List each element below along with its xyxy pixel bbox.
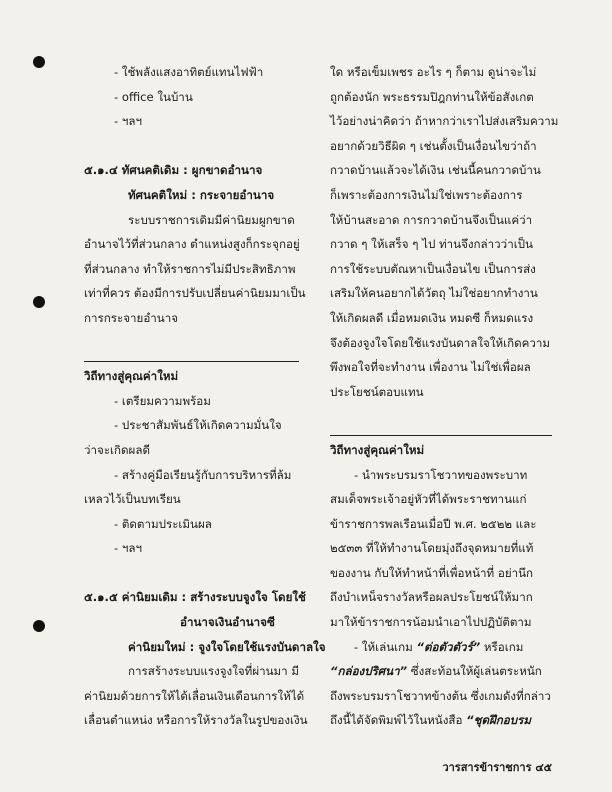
bullet-3: - ฯลฯ xyxy=(114,114,142,129)
section-515-heading: ๕.๑.๕ ค่านิยมเดิม : สร้างระบบจูงใจ โดยใช้ xyxy=(84,590,306,605)
binder-hole-1 xyxy=(33,56,45,68)
way1-item: ว่าจะเกิดผลดี xyxy=(84,442,150,457)
paragraph-line: ค่านิยมด้วยการให้ได้เลื่อนเงินเดือนการให้ได้ xyxy=(84,688,305,703)
book-title: “ชุดฝึกอบรม xyxy=(466,713,531,728)
way2-line: ถึงพระบรมราโชวาทข้างต้น ซึ่งเกมดังที่กล่าว xyxy=(330,688,551,703)
paragraph-line: ถูกต้องนัก พระธรรมปิฎกท่านให้ข้อสังเกต xyxy=(330,89,534,104)
way2-book-lead: ถึงนี้ได้จัดพิมพ์ไว้ในหนังสือ xyxy=(330,713,463,728)
way1-heading: วิถีทางสู่คุณค่าใหม่ xyxy=(84,369,179,384)
paragraph-line: อำนาจไว้ที่ส่วนกลาง ตำแหน่งสูงก็กระจุกอยู่ xyxy=(84,237,300,252)
paragraph-line: เท่าที่ควร ต้องมีการปรับเปลี่ยนค่านิยมมาเป็น xyxy=(84,286,306,301)
way2-line: ถึงบำเหน็จรางวัลหรือผลประโยชน์ให้มาก xyxy=(330,590,533,605)
binder-hole-2 xyxy=(33,296,45,308)
way2-game-lead: - ให้เล่นเกม xyxy=(354,639,417,654)
paragraph-line: ระบบราชการเดิมมีค่านิยมผูกขาด xyxy=(128,212,295,227)
way2-game-line xyxy=(330,635,552,660)
bullet-2: - office ในบ้าน xyxy=(114,89,193,104)
paragraph-line: ที่ส่วนกลาง ทำให้ราชการไม่มีประสิทธิภาพ xyxy=(84,261,296,276)
way2-line: - นำพระบรมราโชวาทของพระบาท xyxy=(354,467,528,482)
way2-game-line2 xyxy=(330,659,552,684)
paragraph-line: อยากด้วยวิธีผิด ๆ เช่นตั้งเป็นเงื่อนไขว่าถ้า xyxy=(330,138,537,153)
way2-book-line xyxy=(330,708,552,733)
paragraph-line: ประโยชน์ตอบแทน xyxy=(330,384,424,399)
paragraph-line: ให้บ้านสะอาด การกวาดบ้านจึงเป็นแค่ว่า xyxy=(330,212,533,227)
left-column xyxy=(84,60,326,733)
way2-game-tail: หรือเกม xyxy=(480,639,524,654)
way1-item: - ฯลฯ xyxy=(114,541,142,556)
binder-hole-3 xyxy=(33,620,45,632)
page-footer: วารสารข้าราชการ ๔๕ xyxy=(442,761,552,774)
paragraph-line: ให้เกิดผลดี เมื่อหมดเงิน หมดซี ก็หมดแรง xyxy=(330,310,534,325)
way2-line: ๒๕๓๓ ที่ให้ทำงานโดยมุ่งถึงจุดหมายที่แท้ xyxy=(330,541,534,556)
paragraph-line: ใด หรือเข็มเพชร อะไร ๆ ก็ตาม ดูน่าจะไม่ xyxy=(330,65,537,79)
paragraph-line: การสร้างระบบแรงจูงใจที่ผ่านมา มี xyxy=(128,664,300,679)
paragraph-line: พึงพอใจที่จะทำงาน เพื่องาน ไม่ใช่เพื่อผล xyxy=(330,360,531,375)
way1-item: - เตรียมความพร้อม xyxy=(114,393,211,408)
way1-item: - ติดตามประเมินผล xyxy=(114,516,212,531)
bullet-1: - ใช้พลังแสงอาทิตย์แทนไฟฟ้า xyxy=(114,65,264,79)
paragraph-line: กวาด ๆ ให้เสร็จ ๆ ไป ท่านจึงกล่าวว่าเป็น xyxy=(330,237,533,252)
paragraph-line: ก็เพราะต้องการเงินไม่ใช่เพราะต้องการ xyxy=(330,187,523,202)
paragraph-line: จึงต้องจูงใจโดยใช้แรงบันดาลใจให้เกิดความ xyxy=(330,335,551,350)
way1-item: - ประชาสัมพันธ์ให้เกิดความมั่นใจ xyxy=(114,418,282,433)
way1-item: - สร้างคู่มือเรียนรู้กับการบริหารที่ล้ม xyxy=(114,467,292,482)
game-title-1: “ต่อตัวตัวร์” xyxy=(416,639,481,654)
paragraph-line: เสริมให้คนอยากได้วัตถุ ไม่ใช่อยากทำงาน xyxy=(330,286,538,301)
way2-game-line2-text: ซึ่งสะท้อนให้ผู้เล่นตระหนัก xyxy=(407,664,542,679)
paragraph-line: การใช้ระบบตัณหาเป็นเงื่อนไข เป็นการส่ง xyxy=(330,261,536,276)
right-column xyxy=(330,60,559,733)
paragraph-line: เลื่อนตำแหน่ง หรือการให้รางวัลในรูปของเงิน xyxy=(84,713,308,728)
way2-heading: วิถีทางสู่คุณค่าใหม่ xyxy=(330,442,425,457)
way2-line: มาให้ข้าราชการน้อมนำเอาไปปฏิบัติตาม xyxy=(330,615,532,630)
section-divider xyxy=(330,435,552,436)
section-515-subheading: ค่านิยมใหม่ : จูงใจโดยใช้แรงบันดาลใจ xyxy=(128,639,326,654)
section-515-heading-cont: อำนาจเงินอำนาจซี xyxy=(180,615,275,630)
way1-item: เหลวไว้เป็นบทเรียน xyxy=(84,492,181,507)
way2-line: ข้าราชการพลเรือนเมื่อปี พ.ศ. ๒๕๒๒ และ xyxy=(330,516,537,531)
section-514-heading: ๕.๑.๔ ทัศนคติเดิม : ผูกขาดอำนาจ xyxy=(84,163,263,178)
paragraph-line: ไว้อย่างน่าคิดว่า ถ้าหากว่าเราไปส่งเสริมความ xyxy=(330,114,559,129)
section-514-subheading: ทัศนคติใหม่ : กระจายอำนาจ xyxy=(128,187,275,202)
way2-line: ของงาน กับให้ทำหน้าที่เพื่อหน้าที่ อย่านึก xyxy=(330,565,534,580)
way2-line: สมเด็จพระเจ้าอยู่หัวที่ได้พระราชทานแก่ xyxy=(330,492,527,507)
section-divider xyxy=(84,361,299,362)
paragraph-line: กวาดบ้านแล้วจะได้เงิน เช่นนี้คนกวาดบ้าน xyxy=(330,163,541,178)
paragraph-line: การกระจายอำนาจ xyxy=(84,310,179,325)
game-title-2: “กล่องปริศนา” xyxy=(330,664,408,679)
